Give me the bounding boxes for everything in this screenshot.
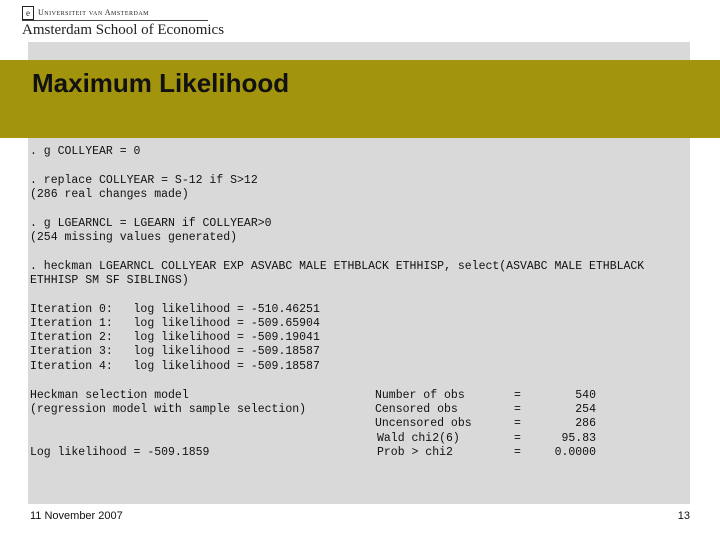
header-logo — [22, 4, 225, 40]
iteration-line: Iteration 3: log likelihood = -509.18587 — [30, 345, 320, 358]
iteration-line: Iteration 2: log likelihood = -509.19041 — [30, 331, 320, 344]
command-line: ETHHISP SM SF SIBLINGS) — [30, 274, 189, 287]
command-line: . g COLLYEAR = 0 — [30, 145, 141, 158]
logo-badge: e — [22, 6, 34, 20]
header-rule — [22, 20, 208, 21]
stat-value: 0.0000 — [554, 446, 596, 459]
stat-value: 95.83 — [561, 432, 596, 445]
log-likelihood: Log likelihood = -509.1859 — [30, 446, 210, 459]
stat-value: 286 — [575, 417, 596, 430]
command-line: . g LGEARNCL = LGEARN if COLLYEAR>0 — [30, 217, 272, 230]
output-line: (254 missing values generated) — [30, 231, 238, 244]
university-name: Universiteit van Amsterdam — [38, 8, 150, 17]
stat-value: 254 — [575, 403, 596, 416]
stat-label: Censored obs — [375, 403, 458, 416]
footer-date: 11 November 2007 — [30, 510, 123, 522]
output-line: (286 real changes made) — [30, 188, 189, 201]
model-subtitle: (regression model with sample selection) — [30, 403, 307, 416]
stat-eq: = — [514, 403, 521, 416]
command-line: . heckman LGEARNCL COLLYEAR EXP ASVABC MALE ETHBLACK ETHHISP, select(ASVABC MALE ETHBLACK — [30, 260, 645, 273]
stat-eq: = — [514, 389, 521, 402]
stat-value: 540 — [575, 389, 596, 402]
stat-label: Wald chi2(6) — [377, 432, 460, 445]
stat-eq: = — [514, 446, 521, 459]
stat-label: Prob > chi2 — [377, 446, 453, 459]
stat-label: Uncensored obs — [375, 417, 472, 430]
slide-title: Maximum Likelihood — [32, 68, 290, 98]
command-line: . replace COLLYEAR = S-12 if S>12 — [30, 174, 258, 187]
stat-eq: = — [514, 432, 521, 445]
iteration-line: Iteration 0: log likelihood = -510.46251 — [30, 303, 320, 316]
stat-label: Number of obs — [375, 389, 465, 402]
model-title: Heckman selection model — [30, 389, 189, 402]
iteration-line: Iteration 1: log likelihood = -509.65904 — [30, 317, 320, 330]
iteration-line: Iteration 4: log likelihood = -509.18587 — [30, 360, 320, 373]
stat-eq: = — [514, 417, 521, 430]
school-name: Amsterdam School of Economics — [22, 22, 225, 38]
page-number: 13 — [677, 510, 690, 522]
